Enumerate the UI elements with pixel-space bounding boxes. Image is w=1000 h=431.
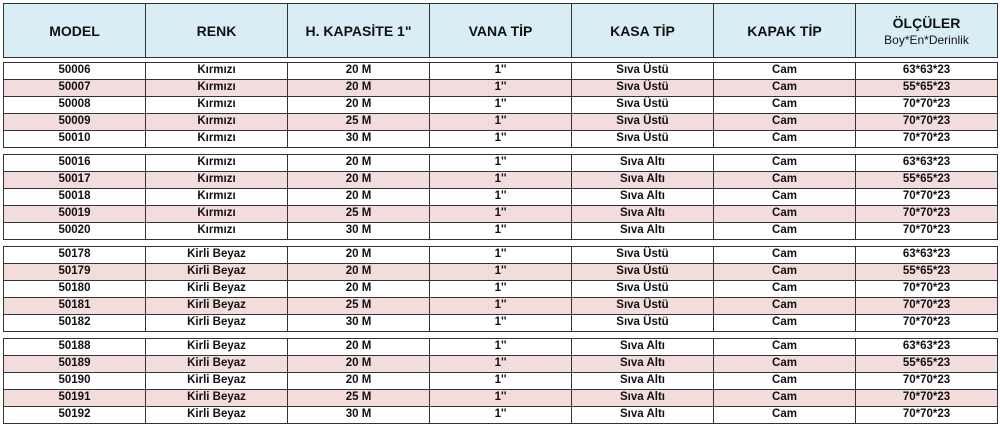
table-header [3,3,997,58]
cell-renk: Kırmızı [145,171,288,189]
cell-model: 50016 [3,154,146,172]
cell-olcu: 63*63*23 [855,246,998,264]
cell-kapak: Cam [713,205,856,223]
cell-kapasite: 30 M [287,222,430,240]
table-row [3,246,997,263]
table-row [3,280,997,297]
cell-renk: Kirli Beyaz [145,280,288,298]
cell-kapak: Cam [713,222,856,240]
cell-kasa: Sıva Üstü [571,263,714,281]
cell-kapak: Cam [713,130,856,148]
cell-olcu: 70*70*23 [855,280,998,298]
table-row [3,130,997,147]
cell-vana: 1'' [429,171,572,189]
cell-renk: Kirli Beyaz [145,406,288,424]
row-group [3,62,997,147]
cell-model: 50179 [3,263,146,281]
group-separator [3,147,997,154]
cell-kapak: Cam [713,406,856,424]
cell-kapasite: 25 M [287,297,430,315]
cell-vana: 1'' [429,314,572,332]
header-kapasite [287,3,430,58]
cell-model: 50010 [3,130,146,148]
cell-kapak: Cam [713,188,856,206]
cell-kapak: Cam [713,280,856,298]
cell-kasa: Sıva Üstü [571,113,714,131]
cell-vana: 1'' [429,355,572,373]
cell-olcu: 55*65*23 [855,171,998,189]
cell-kapasite: 30 M [287,314,430,332]
cell-olcu: 55*65*23 [855,355,998,373]
cell-olcu: 63*63*23 [855,62,998,80]
header-kapak-label: KAPAK TİP [747,22,822,39]
cell-renk: Kirli Beyaz [145,263,288,281]
cell-kasa: Sıva Altı [571,205,714,223]
header-olculer-sub: Boy*En*Derinlik [884,32,969,47]
cell-kapasite: 20 M [287,96,430,114]
cell-olcu: 55*65*23 [855,79,998,97]
cell-kasa: Sıva Altı [571,355,714,373]
cell-renk: Kırmızı [145,130,288,148]
cell-kasa: Sıva Üstü [571,280,714,298]
cell-model: 50018 [3,188,146,206]
cell-vana: 1'' [429,62,572,80]
cell-kasa: Sıva Altı [571,338,714,356]
header-renk-label: RENK [196,22,237,39]
cell-kasa: Sıva Altı [571,188,714,206]
cell-olcu: 70*70*23 [855,372,998,390]
table-body [3,58,997,423]
cell-kasa: Sıva Altı [571,406,714,424]
cell-kapasite: 20 M [287,372,430,390]
table-row [3,389,997,406]
cell-kasa: Sıva Altı [571,154,714,172]
table-row [3,314,997,331]
cell-vana: 1'' [429,372,572,390]
cell-renk: Kirli Beyaz [145,314,288,332]
cell-vana: 1'' [429,79,572,97]
table-row [3,171,997,188]
cell-olcu: 70*70*23 [855,389,998,407]
row-group [3,246,997,331]
cell-vana: 1'' [429,154,572,172]
cell-kapak: Cam [713,314,856,332]
cell-kapasite: 20 M [287,355,430,373]
cell-kapak: Cam [713,79,856,97]
cell-olcu: 70*70*23 [855,113,998,131]
cell-kasa: Sıva Altı [571,372,714,390]
table-row [3,113,997,130]
table-row [3,62,997,79]
cell-renk: Kırmızı [145,79,288,97]
cell-olcu: 70*70*23 [855,297,998,315]
cell-vana: 1'' [429,338,572,356]
group-separator [3,331,997,338]
cell-vana: 1'' [429,222,572,240]
cell-kapasite: 20 M [287,263,430,281]
header-kapasite-label: H. KAPASİTE 1" [305,22,412,39]
cell-renk: Kırmızı [145,188,288,206]
cell-renk: Kirli Beyaz [145,355,288,373]
cell-vana: 1'' [429,188,572,206]
cell-vana: 1'' [429,280,572,298]
row-group [3,338,997,423]
cell-kasa: Sıva Üstü [571,79,714,97]
cell-model: 50191 [3,389,146,407]
table-row [3,222,997,239]
cell-vana: 1'' [429,246,572,264]
cell-olcu: 70*70*23 [855,222,998,240]
table-row [3,79,997,96]
cell-renk: Kirli Beyaz [145,246,288,264]
cell-model: 50006 [3,62,146,80]
cell-kapak: Cam [713,355,856,373]
table-row [3,338,997,355]
table-row [3,297,997,314]
cell-kasa: Sıva Üstü [571,314,714,332]
header-model-label: MODEL [49,22,100,39]
product-table [3,3,997,423]
cell-olcu: 70*70*23 [855,188,998,206]
header-model [3,3,146,58]
cell-olcu: 63*63*23 [855,338,998,356]
cell-kapasite: 20 M [287,338,430,356]
header-vana [429,3,572,58]
cell-kapak: Cam [713,372,856,390]
cell-kasa: Sıva Altı [571,389,714,407]
cell-vana: 1'' [429,263,572,281]
cell-renk: Kırmızı [145,222,288,240]
header-olculer [855,3,998,58]
cell-model: 50182 [3,314,146,332]
cell-olcu: 70*70*23 [855,96,998,114]
cell-kapasite: 20 M [287,188,430,206]
cell-vana: 1'' [429,205,572,223]
cell-model: 50019 [3,205,146,223]
cell-kapak: Cam [713,246,856,264]
cell-kapasite: 20 M [287,79,430,97]
table-row [3,205,997,222]
cell-kapasite: 25 M [287,389,430,407]
cell-kasa: Sıva Üstü [571,246,714,264]
cell-renk: Kirli Beyaz [145,389,288,407]
cell-kapasite: 20 M [287,171,430,189]
row-group [3,154,997,239]
cell-renk: Kırmızı [145,154,288,172]
cell-vana: 1'' [429,113,572,131]
cell-kapak: Cam [713,297,856,315]
cell-olcu: 70*70*23 [855,406,998,424]
cell-renk: Kirli Beyaz [145,338,288,356]
header-kasa [571,3,714,58]
table-row [3,263,997,280]
cell-model: 50008 [3,96,146,114]
cell-model: 50181 [3,297,146,315]
cell-kapak: Cam [713,263,856,281]
cell-vana: 1'' [429,389,572,407]
cell-model: 50017 [3,171,146,189]
cell-model: 50188 [3,338,146,356]
cell-renk: Kırmızı [145,205,288,223]
cell-kapasite: 25 M [287,205,430,223]
cell-kasa: Sıva Altı [571,171,714,189]
cell-olcu: 55*65*23 [855,263,998,281]
header-kasa-label: KASA TİP [610,22,675,39]
table-row [3,355,997,372]
table-row [3,188,997,205]
cell-kasa: Sıva Üstü [571,96,714,114]
cell-renk: Kirli Beyaz [145,372,288,390]
cell-model: 50007 [3,79,146,97]
cell-kapasite: 20 M [287,280,430,298]
table-row [3,406,997,423]
cell-kapak: Cam [713,389,856,407]
table-row [3,372,997,389]
cell-kapasite: 20 M [287,246,430,264]
cell-model: 50192 [3,406,146,424]
cell-olcu: 63*63*23 [855,154,998,172]
cell-renk: Kırmızı [145,96,288,114]
cell-renk: Kırmızı [145,62,288,80]
cell-vana: 1'' [429,130,572,148]
cell-model: 50178 [3,246,146,264]
header-renk [145,3,288,58]
cell-kasa: Sıva Üstü [571,297,714,315]
cell-vana: 1'' [429,96,572,114]
cell-kapasite: 25 M [287,113,430,131]
cell-model: 50009 [3,113,146,131]
cell-model: 50180 [3,280,146,298]
cell-olcu: 70*70*23 [855,130,998,148]
cell-kasa: Sıva Altı [571,222,714,240]
cell-kasa: Sıva Üstü [571,62,714,80]
cell-kapasite: 20 M [287,154,430,172]
cell-kapak: Cam [713,96,856,114]
cell-olcu: 70*70*23 [855,205,998,223]
cell-kasa: Sıva Üstü [571,130,714,148]
table-row [3,96,997,113]
cell-renk: Kırmızı [145,113,288,131]
cell-vana: 1'' [429,406,572,424]
cell-kapak: Cam [713,338,856,356]
cell-renk: Kirli Beyaz [145,297,288,315]
header-olculer-label: ÖLÇÜLER [892,14,961,31]
header-vana-label: VANA TİP [468,22,533,39]
cell-kapak: Cam [713,62,856,80]
cell-vana: 1'' [429,297,572,315]
cell-kapak: Cam [713,113,856,131]
cell-kapasite: 30 M [287,406,430,424]
cell-kapak: Cam [713,154,856,172]
cell-olcu: 70*70*23 [855,314,998,332]
header-kapak [713,3,856,58]
group-separator [3,239,997,246]
cell-model: 50020 [3,222,146,240]
cell-kapasite: 20 M [287,62,430,80]
cell-model: 50190 [3,372,146,390]
cell-kapasite: 30 M [287,130,430,148]
cell-model: 50189 [3,355,146,373]
table-row [3,154,997,171]
cell-kapak: Cam [713,171,856,189]
